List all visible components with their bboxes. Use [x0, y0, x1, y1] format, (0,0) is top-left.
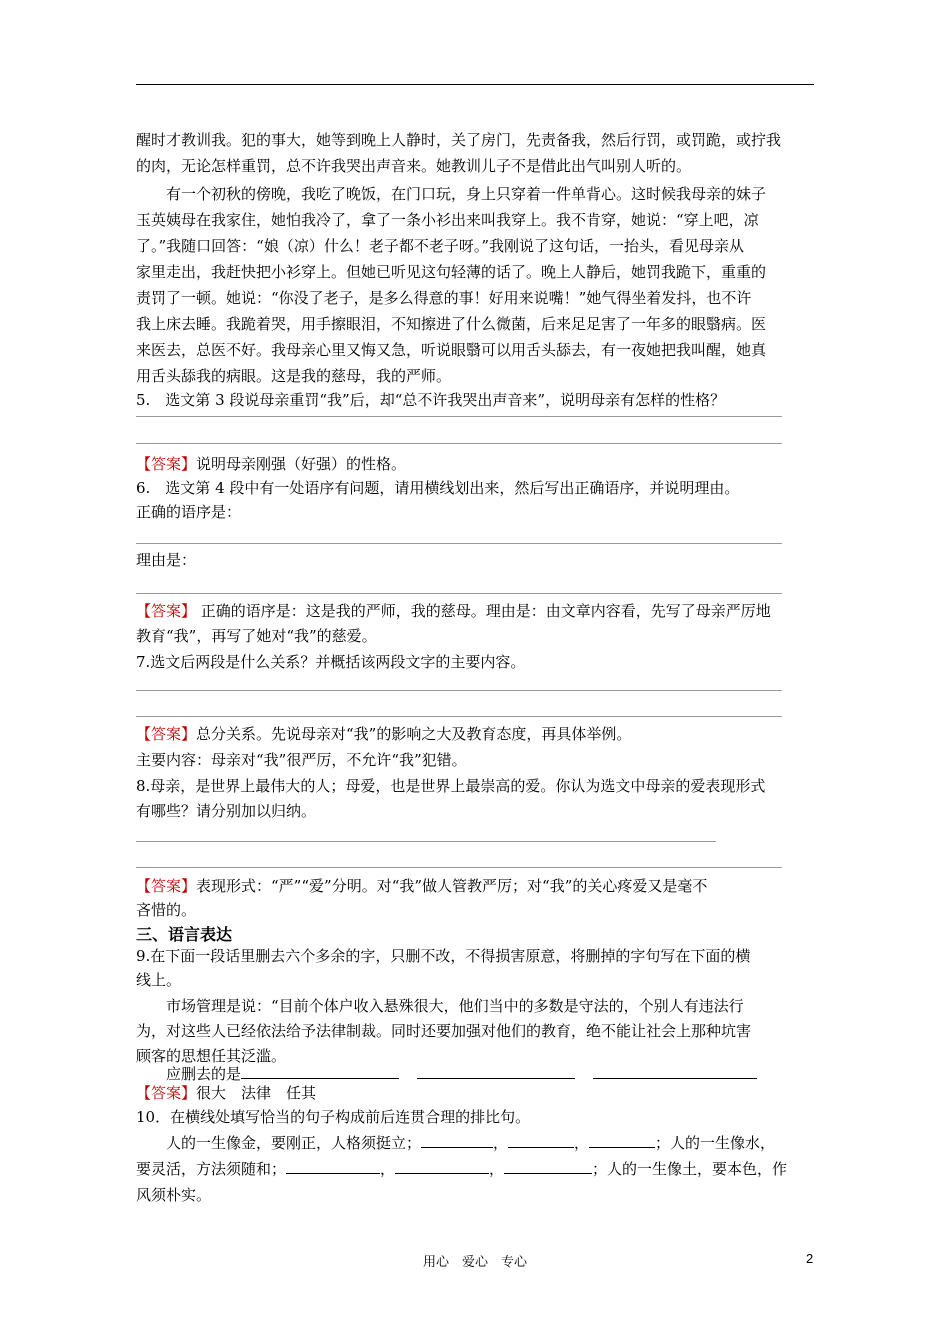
q10-text: ；人的一生像水，: [655, 1134, 776, 1152]
question-9: 9.在下面一段话里删去六个多余的字，只删不改，不得损害原意，将删掉的字句写在下面的横: [136, 947, 751, 965]
footer-motto: 用心 爱心 专心: [422, 1255, 527, 1270]
fill-blank[interactable]: [241, 1063, 399, 1079]
answer-blank-line[interactable]: [136, 690, 782, 691]
passage-line: 的肉，无论怎样重罚，总不许我哭出声音来。她教训儿子不是借此出气叫别人听的。: [136, 157, 692, 175]
q10-text: ；人的一生像土，要本色，作: [592, 1160, 788, 1178]
q10-separator: ，: [574, 1134, 590, 1152]
fill-blank[interactable]: [589, 1132, 655, 1148]
passage-line: 家里走出，我赶快把小衫穿上。但她已听见这句轻薄的话了。晚上人静后，她罚我跪下，重重的: [136, 263, 767, 281]
q10-text: 要灵活，方法须随和；: [136, 1160, 287, 1178]
q10-text: 人的一生像金，要刚正，人格须挺立；: [166, 1134, 422, 1152]
page-number: 2: [806, 1251, 814, 1266]
answer-text: 总分关系。先说母亲对“我”的影响之大及教育态度，再具体举例。: [196, 725, 632, 743]
answer-text: 表现形式：“严”“爱”分明。对“我”做人管教严厉；对“我”的关心疼爱又是毫不: [196, 877, 708, 895]
answer-6: [136, 599, 814, 623]
passage-line: 玉英姨母在我家住，她怕我冷了，拿了一条小衫出来叫我穿上。我不肯穿，她说：“穿上吧，凉: [136, 211, 759, 229]
answer-5: [136, 452, 814, 476]
passage-line: 有一个初秋的傍晚，我吃了晚饭，在门口玩，身上只穿着一件单背心。这时候我母亲的妹子: [166, 185, 767, 203]
passage-line: 责罚了一顿。她说：“你没了老子，是多么得意的事！好用来说嘴！”她气得坐着发抖，也不许: [136, 289, 752, 307]
fill-blank[interactable]: [286, 1158, 380, 1174]
question-10: 10．在横线处填写恰当的句子构成前后连贯合理的排比句。: [136, 1108, 531, 1126]
question-9-cont: 线上。: [136, 971, 182, 989]
answer-text: 说明母亲刚强（好强）的性格。: [196, 455, 407, 473]
q6-prompt-order: 正确的语序是：: [136, 503, 242, 521]
q9-passage-line: 顾客的思想任其泛滥。: [136, 1047, 287, 1065]
passage-line: 醒时才教训我。犯的事大，她等到晚上人静时，关了房门，先责备我，然后行罚，或罚跪，或拧我: [136, 131, 782, 149]
question-8: 8.母亲，是世界上最伟大的人；母爱，也是世界上最崇高的爱。你认为选文中母亲的爱表现形式: [136, 777, 766, 795]
q10-separator: ，: [493, 1134, 509, 1152]
q10-separator: ，: [489, 1160, 505, 1178]
answer-7-cont: 主要内容：母亲对“我”很严厉，不允许“我”犯错。: [136, 751, 467, 769]
fill-blank[interactable]: [508, 1132, 574, 1148]
q10-line: [166, 1131, 844, 1155]
answer-blank-line[interactable]: [136, 867, 782, 868]
header-rule: [136, 84, 814, 85]
answer-tag: 【答案】: [136, 602, 197, 620]
question-8-cont: 有哪些？请分别加以归纳。: [136, 802, 317, 820]
answer-text: 正确的语序是：这是我的严师，我的慈母。理由是：由文章内容看，先写了母亲严厉地: [196, 602, 771, 620]
question-5: 5. 选文第 3 段说母亲重罚“我”后，却“总不许我哭出声音来”，说明母亲有怎样的性格？: [136, 391, 726, 409]
q6-prompt-reason: 理由是：: [136, 551, 197, 569]
fill-blank[interactable]: [593, 1063, 757, 1079]
question-7: 7.选文后两段是什么关系？并概括该两段文字的主要内容。: [136, 653, 526, 671]
q10-separator: ，: [380, 1160, 396, 1178]
answer-tag: 【答案】: [136, 725, 197, 743]
answer-8-cont: 吝惜的。: [136, 901, 197, 919]
answer-blank-line[interactable]: [136, 716, 782, 717]
fill-blank[interactable]: [395, 1158, 489, 1174]
answer-8: [136, 874, 814, 898]
answer-6-cont: 教育“我”，再写了她对“我”的慈爱。: [136, 627, 377, 645]
answer-blank-line[interactable]: [136, 443, 782, 444]
answer-blank-line[interactable]: [136, 841, 716, 842]
answer-blank-line[interactable]: [136, 593, 782, 594]
answer-9: [136, 1081, 814, 1105]
fill-blank[interactable]: [417, 1063, 575, 1079]
section-heading: 三、语言表达: [136, 925, 233, 944]
passage-line: 来医去，总医不好。我母亲心里又悔又急，听说眼翳可以用舌头舔去，有一夜她把我叫醒，她真: [136, 341, 767, 359]
answer-blank-line[interactable]: [136, 416, 782, 417]
q9-prompt-text: 应删去的是: [166, 1065, 242, 1083]
fill-blank[interactable]: [421, 1132, 493, 1148]
passage-line: 了。”我随口回答：“娘（凉）什么！老子都不老子呀。”我刚说了这句话，一抬头，看见母亲从: [136, 237, 745, 255]
answer-blank-line[interactable]: [136, 543, 782, 544]
passage-line: 用舌头舔我的病眼。这是我的慈母，我的严师。: [136, 367, 452, 385]
answer-text: 很大 法律 任其: [196, 1084, 317, 1102]
answer-7: [136, 722, 814, 746]
answer-tag: 【答案】: [136, 455, 197, 473]
fill-blank[interactable]: [504, 1158, 592, 1174]
q9-passage-line: 为，对这些人已经依法给予法律制裁。同时还要加强对他们的教育，绝不能让社会上那种坑害: [136, 1022, 752, 1040]
q10-line: [136, 1157, 814, 1181]
q9-passage-line: 市场管理是说：“目前个体户收入悬殊很大，他们当中的多数是守法的，个别人有违法行: [166, 997, 744, 1015]
answer-tag: 【答案】: [136, 1084, 197, 1102]
answer-tag: 【答案】: [136, 877, 197, 895]
q10-line: 风须朴实。: [136, 1186, 212, 1204]
passage-line: 我上床去睡。我跪着哭，用手擦眼泪，不知擦进了什么微菌，后来足足害了一年多的眼翳病。医: [136, 315, 767, 333]
question-6: 6. 选文第 4 段中有一处语序有问题，请用横线划出来，然后写出正确语序，并说明理由。: [136, 479, 740, 497]
